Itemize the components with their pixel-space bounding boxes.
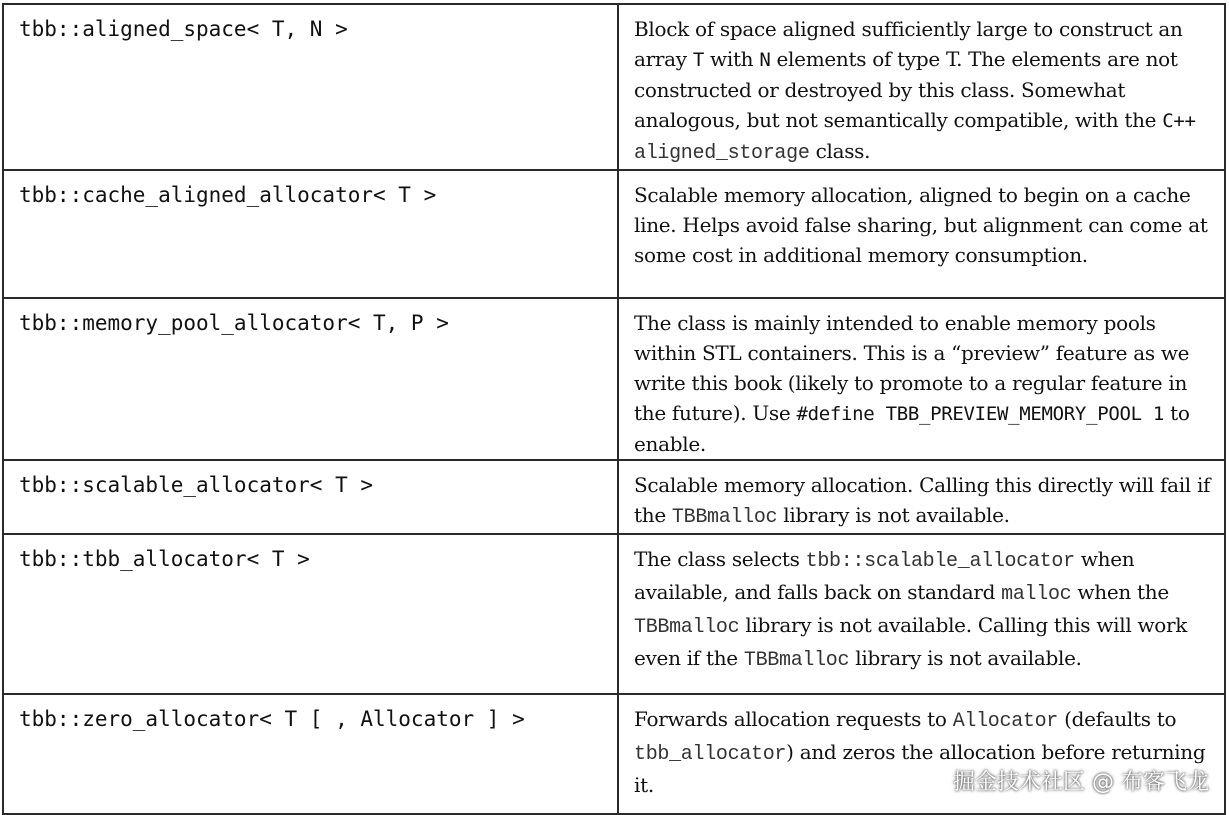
table-row [3, 4, 1225, 170]
description-text: The class selects [634, 547, 806, 571]
description-text: library is not available. [849, 646, 1082, 670]
description-cell [618, 534, 1225, 694]
class-name-cell: tbb::zero_allocator< T [ , Allocator ] > [3, 694, 618, 814]
inline-mono-text: C++ [1162, 110, 1196, 132]
description-cell [618, 4, 1225, 170]
description-text: ) and zeros the allocation before returning it. [634, 740, 1206, 797]
description-text: The class is mainly intended to enable memory pools within STL containers. This is a “preview” feature as we write this book (likely to promote to a regular feature in the future). Use [634, 311, 1190, 425]
inline-code-text: tbb_allocator [634, 743, 787, 766]
description-cell [618, 694, 1225, 814]
description-text: Scalable memory allocation, aligned to begin on a cache line. Helps avoid false sharing, but alignment can come at some cost in additional memory consumption. [634, 183, 1208, 267]
description-cell [618, 460, 1225, 534]
table-row [3, 298, 1225, 460]
table-row [3, 534, 1225, 694]
inline-code-text: malloc [1001, 583, 1072, 606]
class-name-cell: tbb::scalable_allocator< T > [3, 460, 618, 534]
description-text: when available, and falls back on standard [634, 547, 1135, 604]
class-name-cell: tbb::memory_pool_allocator< T, P > [3, 298, 618, 460]
description-text: library is not available. Calling this will work even if the [634, 613, 1188, 670]
description-text: Block of space aligned sufficiently large to construct an array [634, 17, 1183, 71]
description-text: class. [809, 139, 871, 163]
description-text: Forwards allocation requests to [634, 707, 953, 731]
inline-code-text: aligned_storage [634, 142, 810, 165]
class-name-cell: tbb::aligned_space< T, N > [3, 4, 618, 170]
table-row [3, 694, 1225, 814]
description-text: with [703, 47, 760, 71]
allocator-table [2, 3, 1226, 815]
description-cell [618, 298, 1225, 460]
inline-code-text: TBBmalloc [671, 506, 778, 529]
description-text: Scalable memory allocation. Calling this directly will fail if the [634, 473, 1211, 527]
watermark: 掘金技术社区 @ 布客飞龙 [953, 770, 1209, 795]
inline-mono-text: T [692, 49, 704, 71]
description-text: elements of type T. The elements are not constructed or destroyed by this class. Somewhat analogous, but not semantically compatible, with the [634, 47, 1178, 132]
description-text: when the [1071, 580, 1169, 604]
table-row [3, 460, 1225, 534]
description-text: (defaults to [1058, 707, 1177, 731]
inline-code-text: Allocator [952, 710, 1059, 733]
inline-code-text: TBBmalloc [634, 616, 740, 639]
table-row [3, 170, 1225, 298]
inline-mono-text: N [759, 49, 771, 71]
inline-code-text: TBBmalloc [743, 649, 850, 672]
class-name-cell: tbb::cache_aligned_allocator< T > [3, 170, 618, 298]
inline-mono-text: #define TBB_PREVIEW_MEMORY_POOL 1 [796, 403, 1165, 425]
inline-code-text: tbb::scalable_allocator [805, 550, 1075, 573]
class-name-cell: tbb::tbb_allocator< T > [3, 534, 618, 694]
description-cell [618, 170, 1225, 298]
description-text: to enable. [634, 401, 1190, 456]
description-text: library is not available. [777, 503, 1010, 527]
